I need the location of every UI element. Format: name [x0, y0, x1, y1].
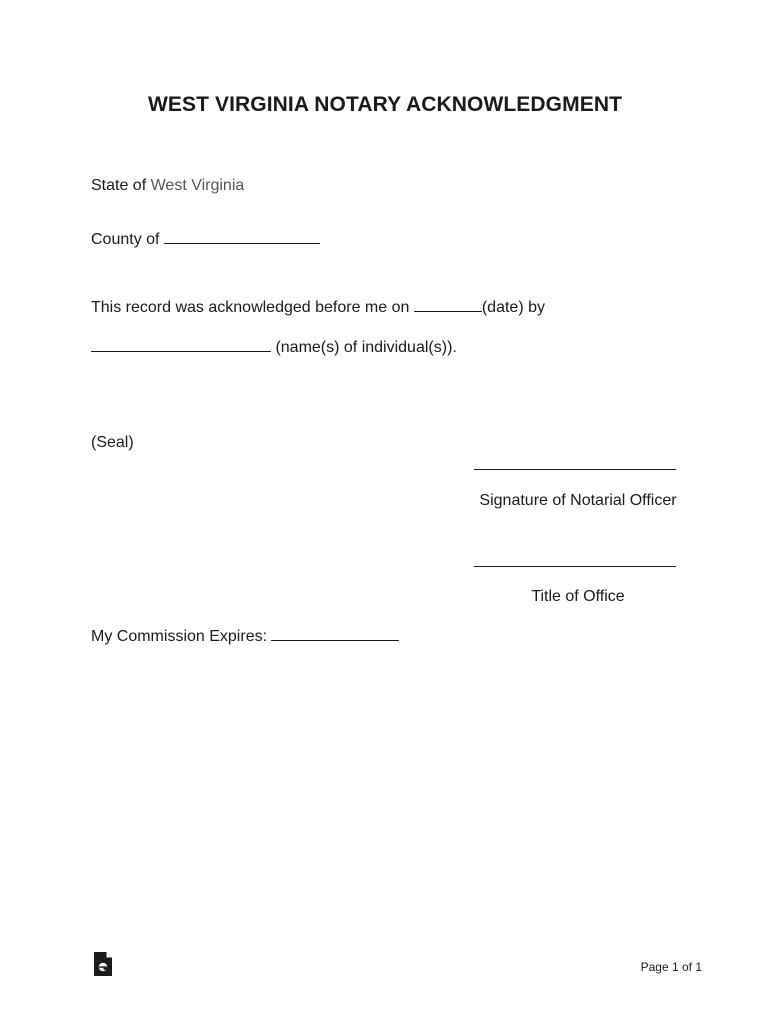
- ack-line1-suffix: (date) by: [481, 299, 545, 316]
- commission-expiry-blank[interactable]: [271, 627, 399, 641]
- state-label: State of: [91, 177, 147, 194]
- commission-line: [91, 627, 399, 646]
- state-value: West Virginia: [150, 177, 245, 194]
- commission-label: My Commission Expires:: [91, 628, 268, 645]
- ack-line1-prefix: This record was acknowledged before me on: [91, 299, 410, 316]
- seal-label: (Seal): [91, 434, 134, 451]
- ack-line2-suffix: (name(s) of individual(s)).: [275, 339, 457, 356]
- county-blank[interactable]: [164, 230, 320, 244]
- title-of-office-line[interactable]: [474, 566, 676, 567]
- signature-label: Signature of Notarial Officer: [479, 492, 677, 509]
- page-title: WEST VIRGINIA NOTARY ACKNOWLEDGMENT: [147, 93, 623, 116]
- title-of-office-label: Title of Office: [531, 588, 625, 605]
- date-blank[interactable]: [414, 298, 482, 312]
- state-line: [91, 177, 244, 195]
- county-line: [91, 230, 320, 249]
- acknowledgment-line-2: [91, 338, 457, 357]
- signature-line[interactable]: [474, 469, 676, 470]
- individual-names-blank[interactable]: [91, 338, 271, 352]
- page-number: Page 1 of 1: [640, 960, 702, 974]
- acknowledgment-line-1: [91, 298, 545, 317]
- eforms-logo-icon: [94, 952, 112, 976]
- county-label: County of: [91, 231, 160, 248]
